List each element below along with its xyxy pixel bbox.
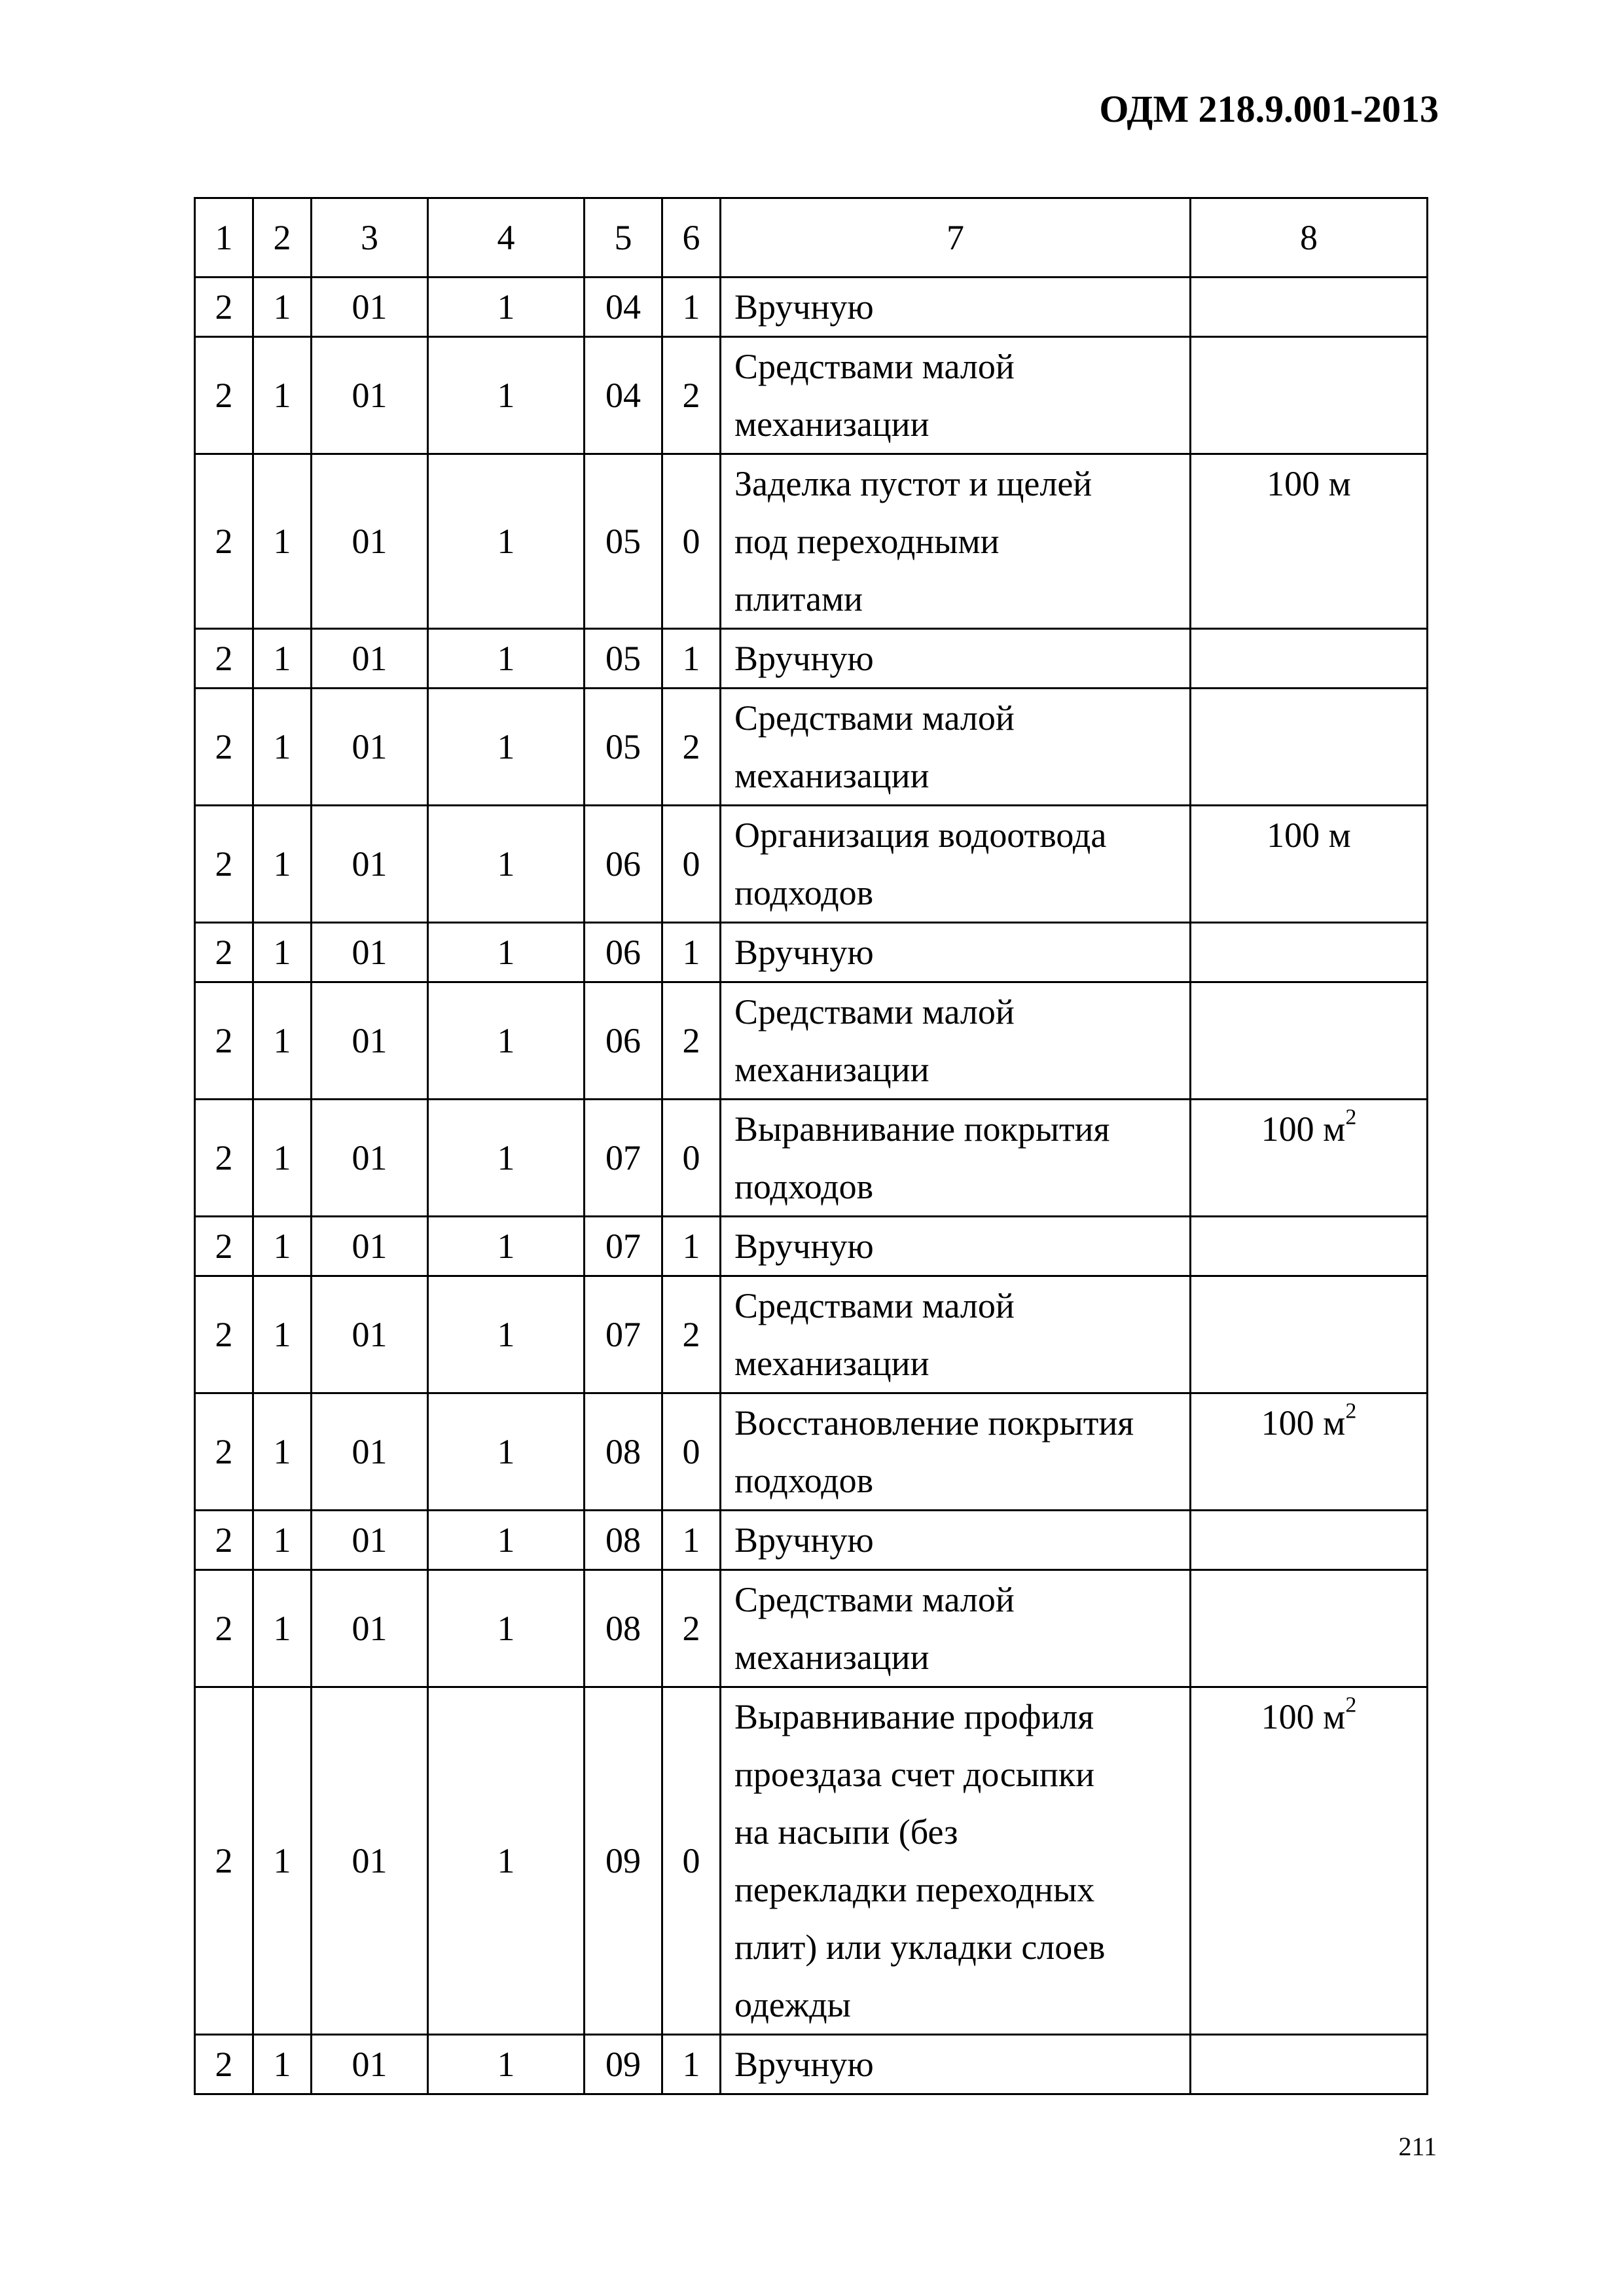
classification-table [194, 197, 1428, 2095]
description-line: механизации [734, 1050, 929, 1089]
description-line: механизации [734, 756, 929, 795]
description-line: механизации [734, 404, 929, 444]
description-line: Вручную [734, 933, 874, 972]
table-row [195, 689, 1428, 806]
code-cell-5: 07 [585, 1276, 662, 1393]
description-line: перекладки переходных [734, 1870, 1095, 1909]
code-cell-6: 0 [662, 806, 721, 923]
document-code: ОДМ 218.9.001-2013 [1099, 88, 1439, 130]
unit-text: 100 м [1261, 1697, 1346, 1736]
table-header-row [195, 198, 1428, 278]
code-cell-1: 2 [195, 1393, 253, 1511]
work-description-cell [721, 278, 1191, 337]
code-cell-6: 0 [662, 454, 721, 629]
code-cell-1: 2 [195, 278, 253, 337]
description-line: подходов [734, 1461, 874, 1500]
unit-cell [1191, 2035, 1428, 2094]
table-row [195, 1393, 1428, 1511]
code-cell-1: 2 [195, 1687, 253, 2035]
work-description-cell [721, 1217, 1191, 1276]
code-cell-1: 2 [195, 1511, 253, 1570]
description-line: Вручную [734, 639, 874, 678]
code-cell-3: 01 [312, 806, 428, 923]
code-cell-2: 1 [253, 278, 312, 337]
code-cell-5: 07 [585, 1100, 662, 1217]
code-cell-4: 1 [428, 1687, 585, 2035]
code-cell-2: 1 [253, 1687, 312, 2035]
code-cell-5: 05 [585, 689, 662, 806]
work-description-cell [721, 2035, 1191, 2094]
code-cell-6: 0 [662, 1687, 721, 2035]
code-cell-2: 1 [253, 806, 312, 923]
unit-exponent: 2 [1345, 1399, 1357, 1424]
code-cell-6: 2 [662, 337, 721, 454]
unit-cell [1191, 1393, 1428, 1511]
unit-cell [1191, 1511, 1428, 1570]
work-description-cell [721, 923, 1191, 982]
table-row [195, 1687, 1428, 2035]
description-line: проездаза счет досыпки [734, 1755, 1094, 1794]
description-line: под переходными [734, 522, 1000, 561]
code-cell-2: 1 [253, 629, 312, 689]
code-cell-2: 1 [253, 1100, 312, 1217]
code-cell-5: 04 [585, 278, 662, 337]
code-cell-2: 1 [253, 1276, 312, 1393]
unit-cell [1191, 923, 1428, 982]
code-cell-4: 1 [428, 1570, 585, 1687]
code-cell-4: 1 [428, 1511, 585, 1570]
description-line: плитами [734, 579, 863, 619]
code-cell-2: 1 [253, 923, 312, 982]
code-cell-3: 01 [312, 2035, 428, 2094]
description-line: плит) или укладки слоев [734, 1928, 1106, 1967]
code-cell-6: 1 [662, 629, 721, 689]
description-line: Вручную [734, 1520, 874, 1560]
page-number: 211 [1398, 2132, 1437, 2161]
code-cell-2: 1 [253, 1393, 312, 1511]
code-cell-5: 04 [585, 337, 662, 454]
unit-text: 100 м [1267, 464, 1351, 503]
unit-text: 100 м [1261, 1109, 1346, 1149]
code-cell-1: 2 [195, 1570, 253, 1687]
code-cell-3: 01 [312, 689, 428, 806]
work-description-cell [721, 1687, 1191, 2035]
table-row [195, 1570, 1428, 1687]
code-cell-2: 1 [253, 982, 312, 1100]
description-line: Заделка пустот и щелей [734, 464, 1092, 503]
description-line: Восстановление покрытия [734, 1403, 1134, 1443]
code-cell-3: 01 [312, 454, 428, 629]
table-row [195, 454, 1428, 629]
header-cell-5: 5 [585, 198, 662, 278]
code-cell-4: 1 [428, 1276, 585, 1393]
table-row [195, 923, 1428, 982]
code-cell-1: 2 [195, 1100, 253, 1217]
code-cell-1: 2 [195, 689, 253, 806]
header-cell-4: 4 [428, 198, 585, 278]
work-description-cell [721, 806, 1191, 923]
table-row [195, 1511, 1428, 1570]
code-cell-2: 1 [253, 1217, 312, 1276]
code-cell-6: 2 [662, 982, 721, 1100]
code-cell-3: 01 [312, 629, 428, 689]
code-cell-5: 08 [585, 1570, 662, 1687]
description-line: подходов [734, 873, 874, 912]
unit-cell [1191, 1687, 1428, 2035]
code-cell-5: 05 [585, 629, 662, 689]
unit-cell [1191, 337, 1428, 454]
code-cell-2: 1 [253, 1570, 312, 1687]
code-cell-3: 01 [312, 982, 428, 1100]
table-row [195, 337, 1428, 454]
code-cell-4: 1 [428, 2035, 585, 2094]
description-line: Средствами малой [734, 992, 1015, 1031]
code-cell-1: 2 [195, 1276, 253, 1393]
description-line: Средствами малой [734, 347, 1015, 386]
table-row [195, 2035, 1428, 2094]
unit-cell [1191, 1570, 1428, 1687]
table-row [195, 278, 1428, 337]
code-cell-4: 1 [428, 806, 585, 923]
code-cell-4: 1 [428, 689, 585, 806]
code-cell-4: 1 [428, 1217, 585, 1276]
work-description-cell [721, 1570, 1191, 1687]
unit-cell [1191, 1100, 1428, 1217]
code-cell-4: 1 [428, 629, 585, 689]
unit-exponent: 2 [1345, 1105, 1357, 1130]
code-cell-3: 01 [312, 1570, 428, 1687]
unit-cell [1191, 1217, 1428, 1276]
work-description-cell [721, 689, 1191, 806]
code-cell-1: 2 [195, 2035, 253, 2094]
code-cell-5: 07 [585, 1217, 662, 1276]
code-cell-4: 1 [428, 337, 585, 454]
description-line: Вручную [734, 1227, 874, 1266]
work-description-cell [721, 454, 1191, 629]
unit-text: 100 м [1267, 816, 1351, 855]
code-cell-5: 09 [585, 1687, 662, 2035]
code-cell-5: 08 [585, 1393, 662, 1511]
code-cell-4: 1 [428, 278, 585, 337]
header-cell-1: 1 [195, 198, 253, 278]
description-line: Средствами малой [734, 1580, 1015, 1619]
code-cell-4: 1 [428, 923, 585, 982]
code-cell-3: 01 [312, 1393, 428, 1511]
code-cell-5: 06 [585, 923, 662, 982]
description-line: Выравнивание профиля [734, 1697, 1094, 1736]
code-cell-2: 1 [253, 454, 312, 629]
code-cell-1: 2 [195, 923, 253, 982]
table-row [195, 1217, 1428, 1276]
code-cell-1: 2 [195, 629, 253, 689]
description-line: Выравнивание покрытия [734, 1109, 1110, 1149]
table-row [195, 1276, 1428, 1393]
work-description-cell [721, 982, 1191, 1100]
code-cell-4: 1 [428, 1100, 585, 1217]
code-cell-5: 09 [585, 2035, 662, 2094]
code-cell-3: 01 [312, 337, 428, 454]
code-cell-6: 0 [662, 1393, 721, 1511]
work-description-cell [721, 1100, 1191, 1217]
header-cell-2: 2 [253, 198, 312, 278]
code-cell-3: 01 [312, 1276, 428, 1393]
code-cell-6: 1 [662, 278, 721, 337]
work-description-cell [721, 337, 1191, 454]
description-line: Вручную [734, 2045, 874, 2084]
code-cell-4: 1 [428, 454, 585, 629]
code-cell-3: 01 [312, 1687, 428, 2035]
description-line: Организация водоотвода [734, 816, 1107, 855]
code-cell-3: 01 [312, 1511, 428, 1570]
unit-cell [1191, 629, 1428, 689]
header-cell-8: 8 [1191, 198, 1428, 278]
description-line: одежды [734, 1985, 851, 2024]
code-cell-2: 1 [253, 689, 312, 806]
unit-cell [1191, 278, 1428, 337]
code-cell-2: 1 [253, 1511, 312, 1570]
code-cell-5: 08 [585, 1511, 662, 1570]
description-line: Вручную [734, 287, 874, 327]
table-row [195, 982, 1428, 1100]
unit-text: 100 м [1261, 1403, 1346, 1443]
work-description-cell [721, 1393, 1191, 1511]
code-cell-3: 01 [312, 923, 428, 982]
description-line: на насыпи (без [734, 1812, 958, 1852]
code-cell-6: 1 [662, 1217, 721, 1276]
description-line: подходов [734, 1167, 874, 1206]
unit-cell [1191, 454, 1428, 629]
code-cell-4: 1 [428, 982, 585, 1100]
code-cell-1: 2 [195, 337, 253, 454]
code-cell-5: 06 [585, 982, 662, 1100]
code-cell-6: 2 [662, 1276, 721, 1393]
code-cell-3: 01 [312, 1217, 428, 1276]
unit-cell [1191, 806, 1428, 923]
unit-cell [1191, 689, 1428, 806]
description-line: Средствами малой [734, 1286, 1015, 1325]
code-cell-6: 2 [662, 689, 721, 806]
code-cell-1: 2 [195, 1217, 253, 1276]
code-cell-2: 1 [253, 337, 312, 454]
code-cell-3: 01 [312, 278, 428, 337]
code-cell-1: 2 [195, 806, 253, 923]
header-cell-7: 7 [721, 198, 1191, 278]
code-cell-6: 2 [662, 1570, 721, 1687]
header-cell-6: 6 [662, 198, 721, 278]
code-cell-6: 1 [662, 1511, 721, 1570]
code-cell-6: 1 [662, 923, 721, 982]
unit-cell [1191, 982, 1428, 1100]
header-cell-3: 3 [312, 198, 428, 278]
unit-cell [1191, 1276, 1428, 1393]
code-cell-3: 01 [312, 1100, 428, 1217]
description-line: Средствами малой [734, 698, 1015, 738]
code-cell-1: 2 [195, 982, 253, 1100]
code-cell-6: 0 [662, 1100, 721, 1217]
table-row [195, 629, 1428, 689]
description-line: механизации [734, 1344, 929, 1383]
work-description-cell [721, 1511, 1191, 1570]
table-row [195, 806, 1428, 923]
code-cell-4: 1 [428, 1393, 585, 1511]
description-line: механизации [734, 1638, 929, 1677]
code-cell-1: 2 [195, 454, 253, 629]
code-cell-2: 1 [253, 2035, 312, 2094]
code-cell-5: 06 [585, 806, 662, 923]
code-cell-5: 05 [585, 454, 662, 629]
work-description-cell [721, 1276, 1191, 1393]
work-description-cell [721, 629, 1191, 689]
table-row [195, 1100, 1428, 1217]
unit-exponent: 2 [1345, 1693, 1357, 1717]
code-cell-6: 1 [662, 2035, 721, 2094]
